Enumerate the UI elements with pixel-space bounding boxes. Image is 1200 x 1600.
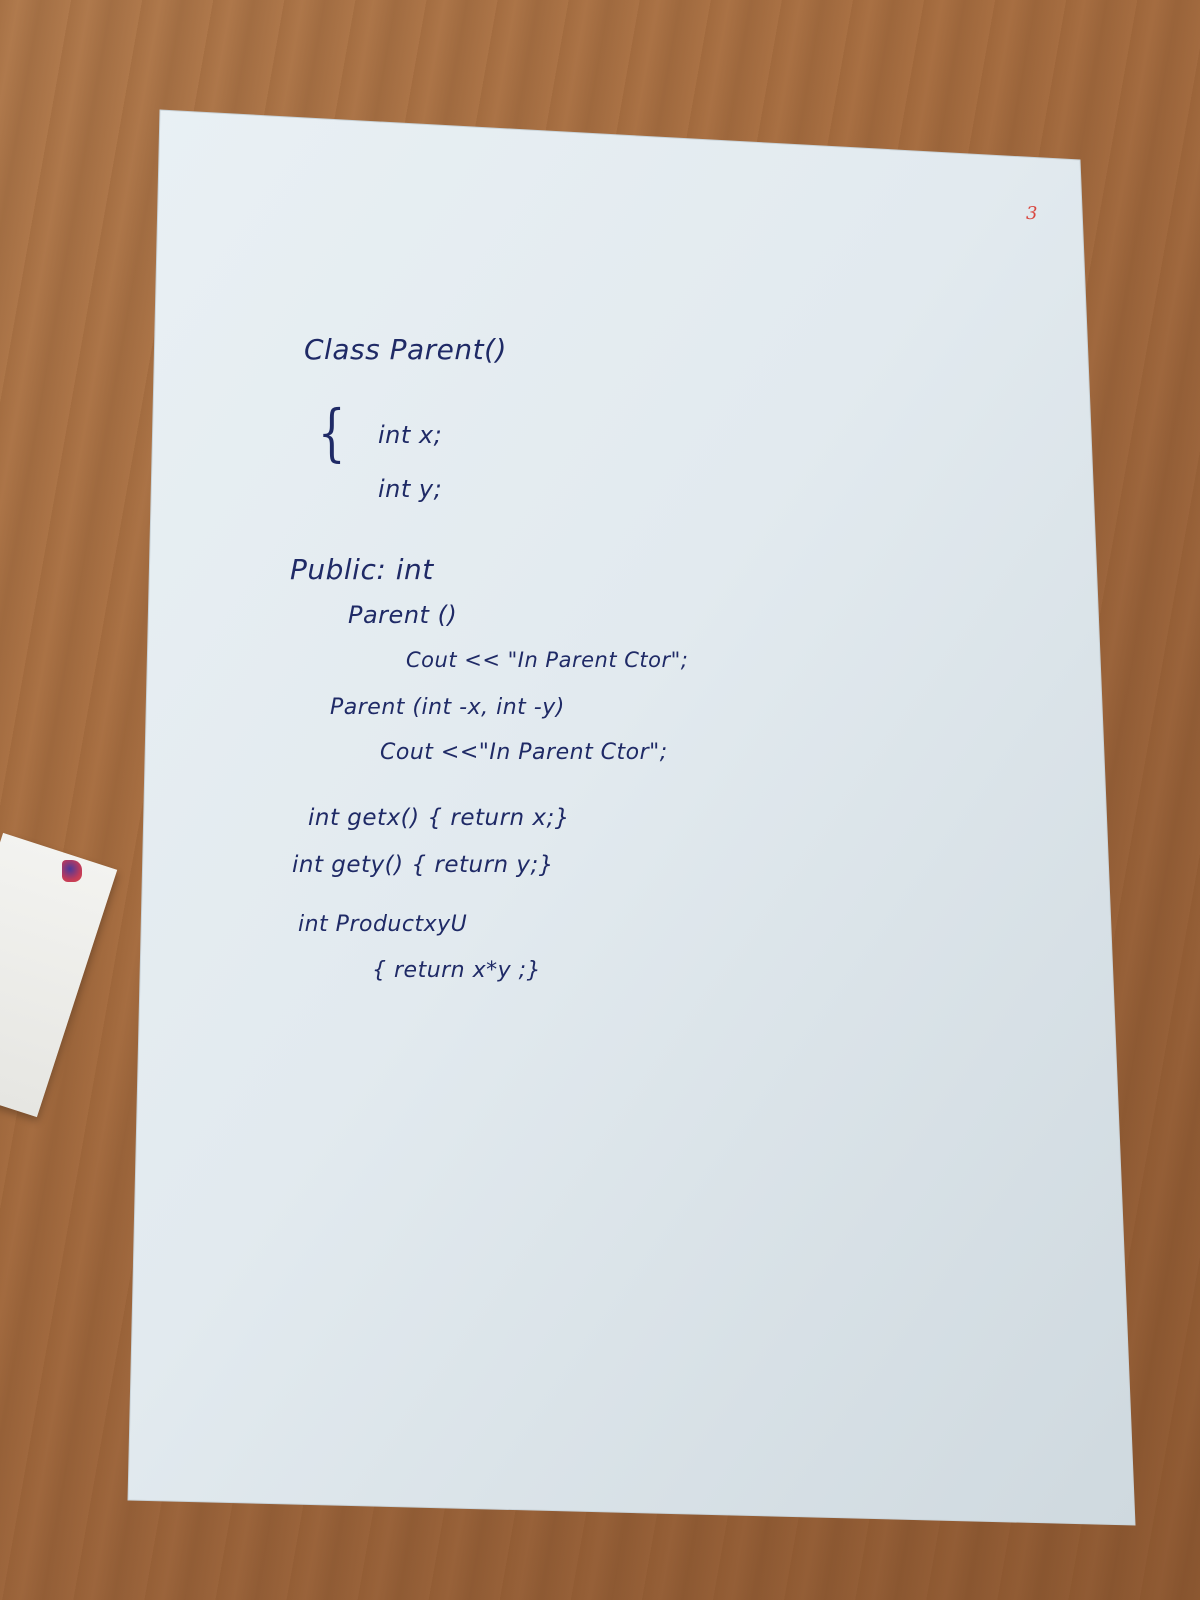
code-line-product-body: { return x*y ;} <box>372 958 542 983</box>
code-line-int-x: int x; <box>378 421 443 449</box>
page-number: 3 <box>1026 203 1038 224</box>
code-line-cout-param: Cout <<"In Parent Ctor"; <box>380 740 668 765</box>
code-line-class-declaration: Class Parent() <box>304 333 507 366</box>
code-line-public: Public: int <box>290 553 434 586</box>
paper-surface <box>128 110 1135 1525</box>
code-line-getx: int getx() { return x;} <box>308 805 570 831</box>
code-line-product-declaration: int ProductxyU <box>298 912 468 937</box>
code-line-gety: int gety() { return y;} <box>292 852 554 878</box>
code-line-default-constructor: Parent () <box>348 601 458 629</box>
code-line-param-constructor: Parent (int -x, int -y) <box>330 695 565 720</box>
code-line-cout-default: Cout << "In Parent Ctor"; <box>406 648 689 672</box>
opening-brace: { <box>317 396 346 469</box>
code-line-int-y: int y; <box>378 475 443 503</box>
